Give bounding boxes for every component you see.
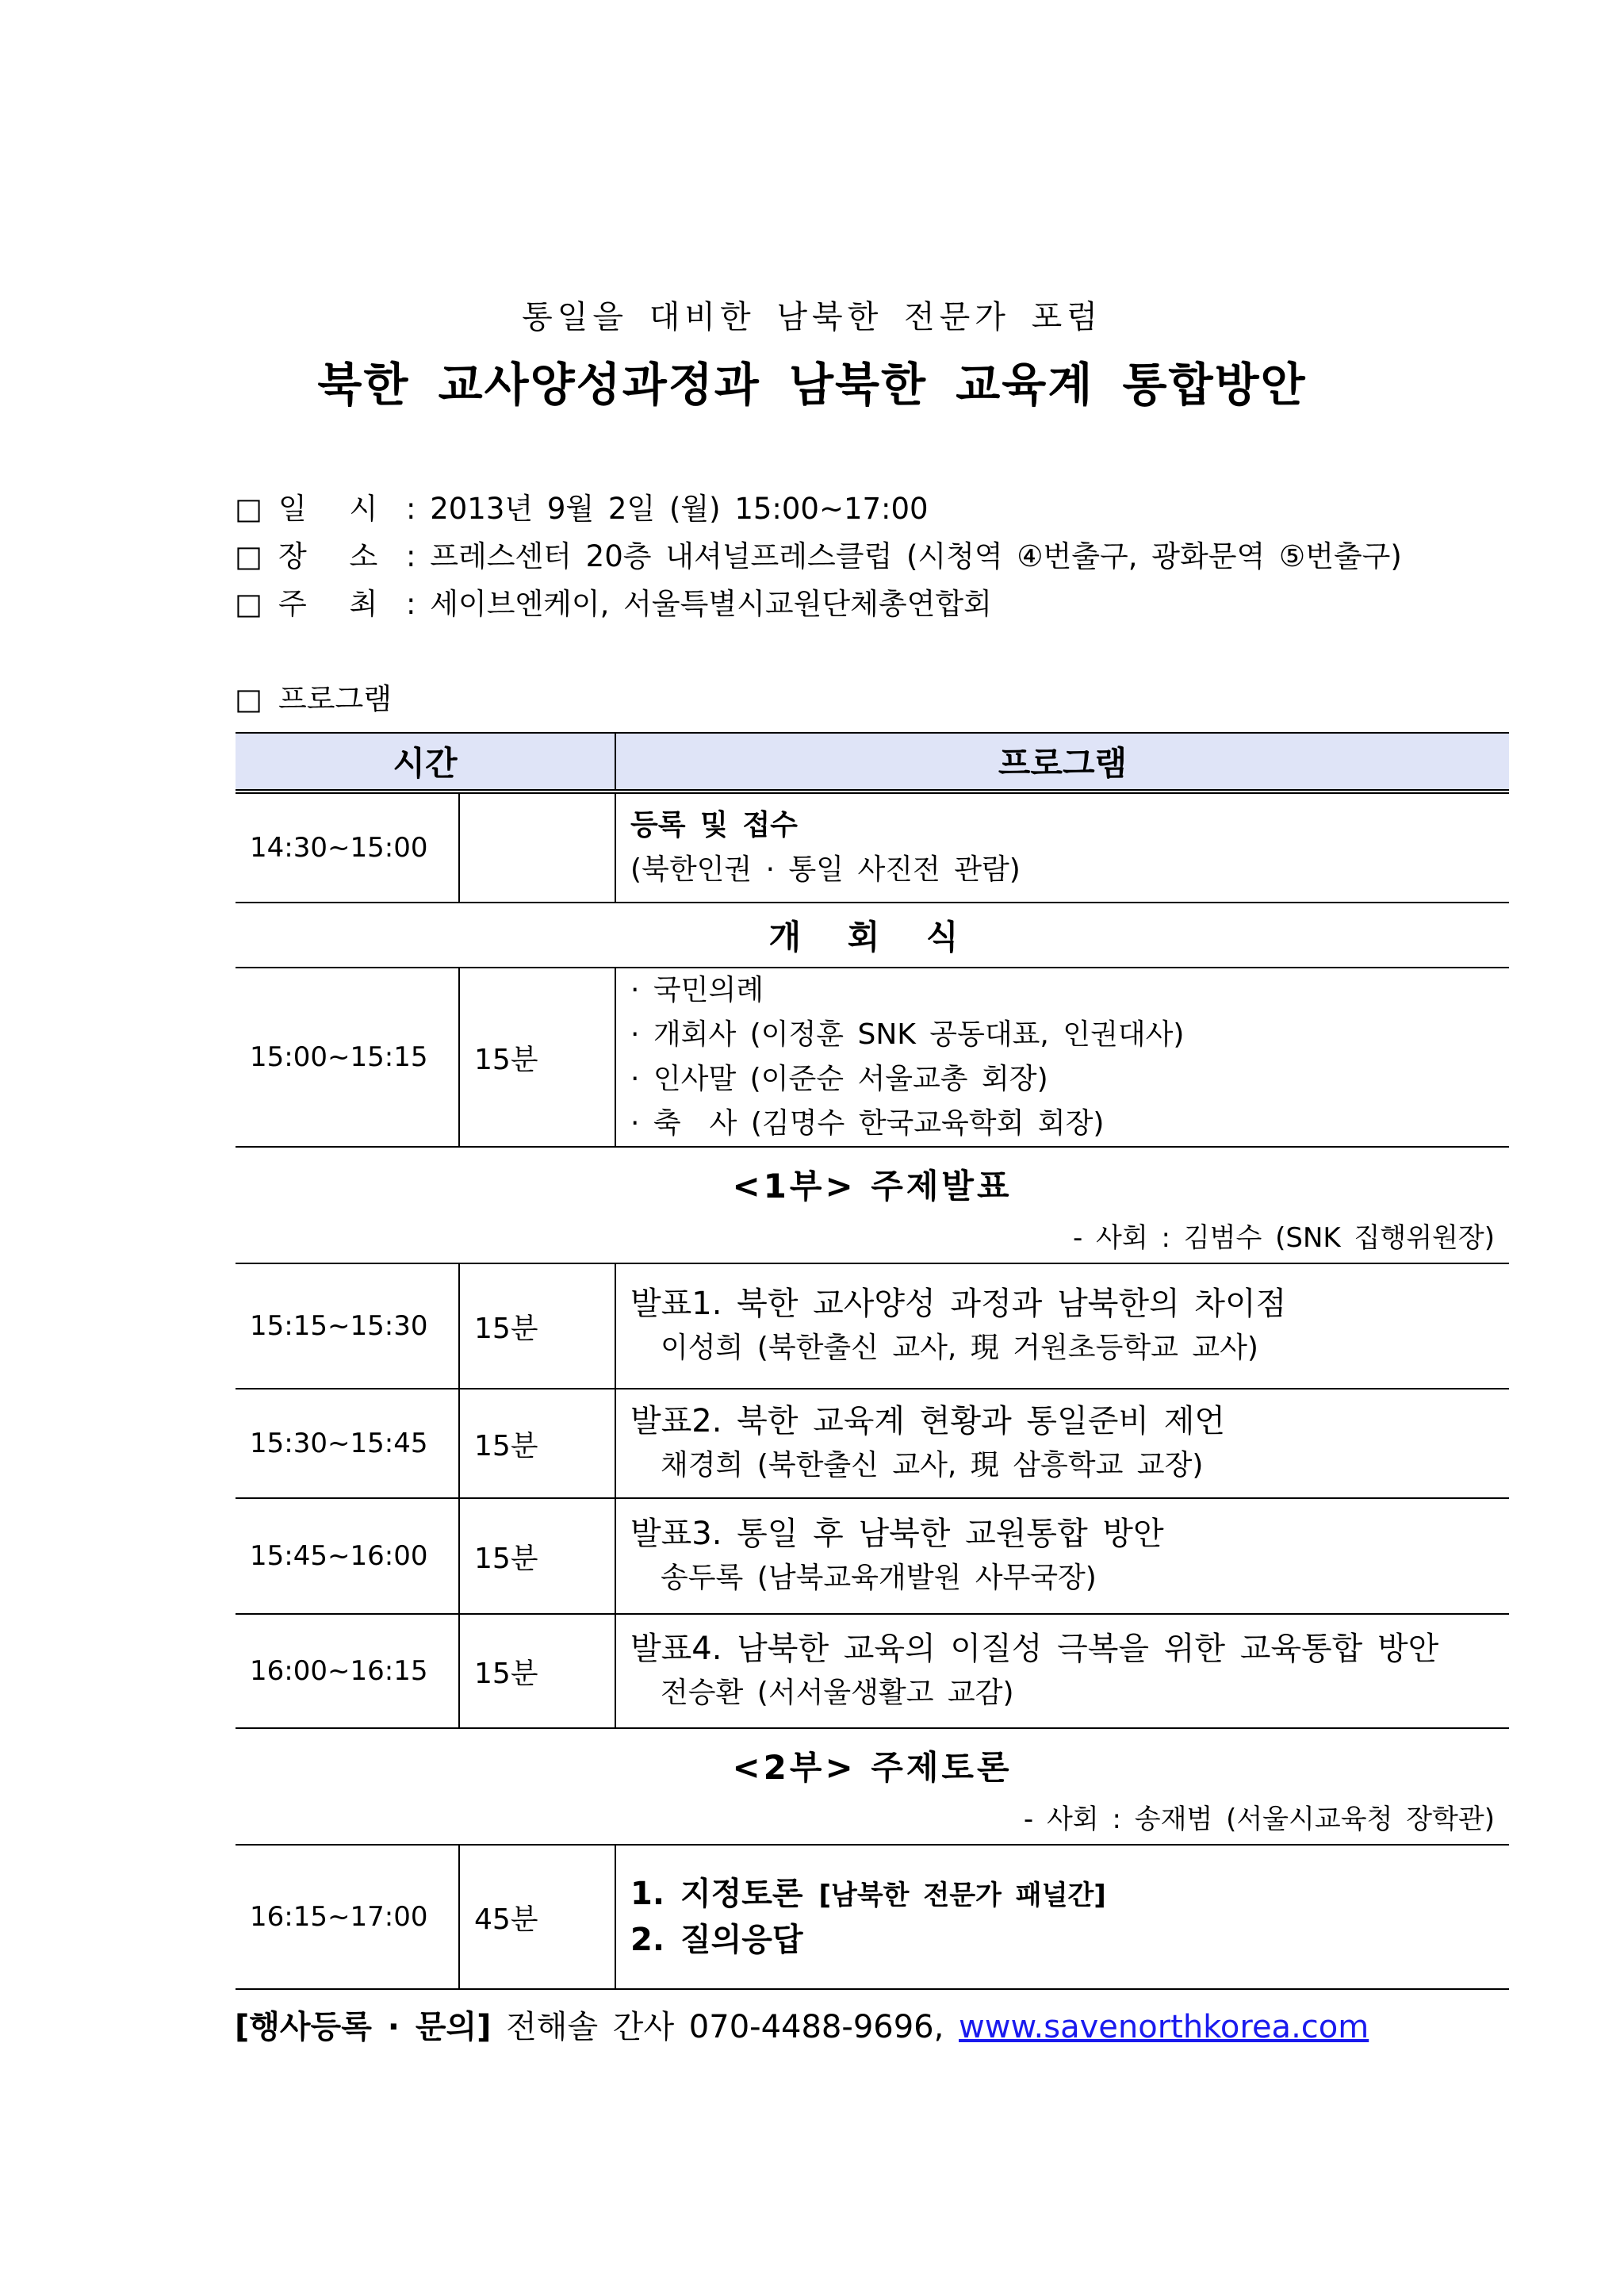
table-row-presentation [236,1389,1509,1498]
discussion-item-main: 1. 지정토론 [630,1876,803,1912]
info-host [235,585,992,624]
presentation-topic: 발표2. 북한 교육계 현황과 통일준비 제언 [630,1403,1225,1439]
row-duration: 15분 [459,968,615,1147]
contact-info: 전해솔 간사 070-4488-9696, [506,2009,944,2045]
website-link[interactable]: www.savenorthkorea.com [959,2009,1369,2045]
table-row-registration [236,792,1509,903]
section-cell [236,1147,1509,1263]
opening-item: · 축 사 (김명수 한국교육학회 회장) [630,1107,1105,1140]
discussion-item: 2. 질의응답 [630,1922,803,1958]
section-host: - 사회 : 송재범 (서울시교육청 장학관) [1023,1803,1495,1835]
opening-item: · 인사말 (이준순 서울교총 회장) [630,1063,1048,1095]
date-label: 일 시 [278,492,393,526]
checkbox-icon: □ [235,587,262,621]
date-value: : 2013년 9월 2일 (월) 15:00~17:00 [405,492,929,526]
registration-note: (북한인권 · 통일 사진전 관람) [630,853,1021,886]
table-row-presentation [236,1498,1509,1614]
row-duration: 15분 [459,1498,615,1614]
section-title: 개 회 식 [236,903,1509,968]
table-row-discussion [236,1845,1509,1989]
row-program [615,1263,1509,1389]
checkbox-icon: □ [235,539,262,573]
forum-subtitle: 통일을 대비한 남북한 전문가 포럼 [522,299,1102,335]
presentation-speaker: 전승환 (서서울생활고 교감) [661,1677,1014,1709]
header-program: 프로그램 [615,733,1509,792]
presentation-topic: 발표1. 북한 교사양성 과정과 남북한의 차이점 [630,1286,1287,1322]
row-program [615,1389,1509,1498]
row-duration: 15분 [459,1614,615,1728]
opening-item: · 국민의례 [630,974,764,1006]
info-program [235,680,392,719]
row-time: 15:30~15:45 [236,1389,459,1498]
row-time: 14:30~15:00 [236,792,459,903]
row-time: 15:15~15:30 [236,1263,459,1389]
checkbox-icon: □ [235,492,262,526]
row-time: 15:00~15:15 [236,968,459,1147]
row-time: 15:45~16:00 [236,1498,459,1614]
contact-footer [235,2002,1369,2047]
header-time: 시간 [236,733,615,792]
table-row-opening [236,968,1509,1147]
presentation-topic: 발표4. 남북한 교육의 이질성 극복을 위한 교육통합 방안 [630,1631,1439,1667]
info-place [235,537,1402,577]
row-program [615,1614,1509,1728]
row-duration: 15분 [459,1389,615,1498]
row-program [615,792,1509,903]
row-program [615,1845,1509,1989]
row-time: 16:15~17:00 [236,1845,459,1989]
info-date [235,489,929,529]
place-value: : 프레스센터 20층 내셔널프레스클럽 (시청역 ④번출구, 광화문역 ⑤번출구) [405,539,1402,573]
section-title: <2부> 주제토론 [732,1748,1013,1787]
section-opening [236,903,1509,968]
table-row-presentation [236,1263,1509,1389]
row-program [615,1498,1509,1614]
row-duration [459,792,615,903]
section-title: <1부> 주제발표 [732,1167,1013,1205]
opening-item: · 개회사 (이정훈 SNK 공동대표, 인권대사) [630,1018,1185,1051]
presentation-speaker: 이성희 (북한출신 교사, 現 거원초등학교 교사) [661,1332,1258,1364]
program-label: 프로그램 [278,682,392,716]
host-label: 주 최 [278,587,393,621]
place-label: 장 소 [278,539,393,573]
table-row-presentation [236,1614,1509,1728]
row-program [615,968,1509,1147]
checkbox-icon: □ [235,682,262,716]
discussion-item [630,1872,1509,1918]
discussion-item-sub: [남북한 전문가 패널간] [818,1880,1106,1911]
presentation-topic: 발표3. 통일 후 남북한 교원통합 방안 [630,1516,1164,1552]
section-part2 [236,1728,1509,1845]
program-table [236,732,1509,1990]
host-value: : 세이브엔케이, 서울특별시교원단체총연합회 [405,587,992,621]
forum-title: 북한 교사양성과정과 남북한 교육계 통합방안 [317,358,1307,412]
row-duration: 15분 [459,1263,615,1389]
section-cell [236,1728,1509,1845]
presentation-speaker: 송두록 (남북교육개발원 사무국장) [661,1562,1097,1594]
contact-label: [행사등록 · 문의] [235,2009,492,2045]
table-header [236,733,1509,792]
registration-title: 등록 및 접수 [630,809,798,841]
row-duration: 45분 [459,1845,615,1989]
row-time: 16:00~16:15 [236,1614,459,1728]
section-host: - 사회 : 김범수 (SNK 집행위원장) [1072,1222,1495,1254]
presentation-speaker: 채경희 (북한출신 교사, 現 삼흥학교 교장) [661,1449,1204,1481]
section-part1 [236,1147,1509,1263]
